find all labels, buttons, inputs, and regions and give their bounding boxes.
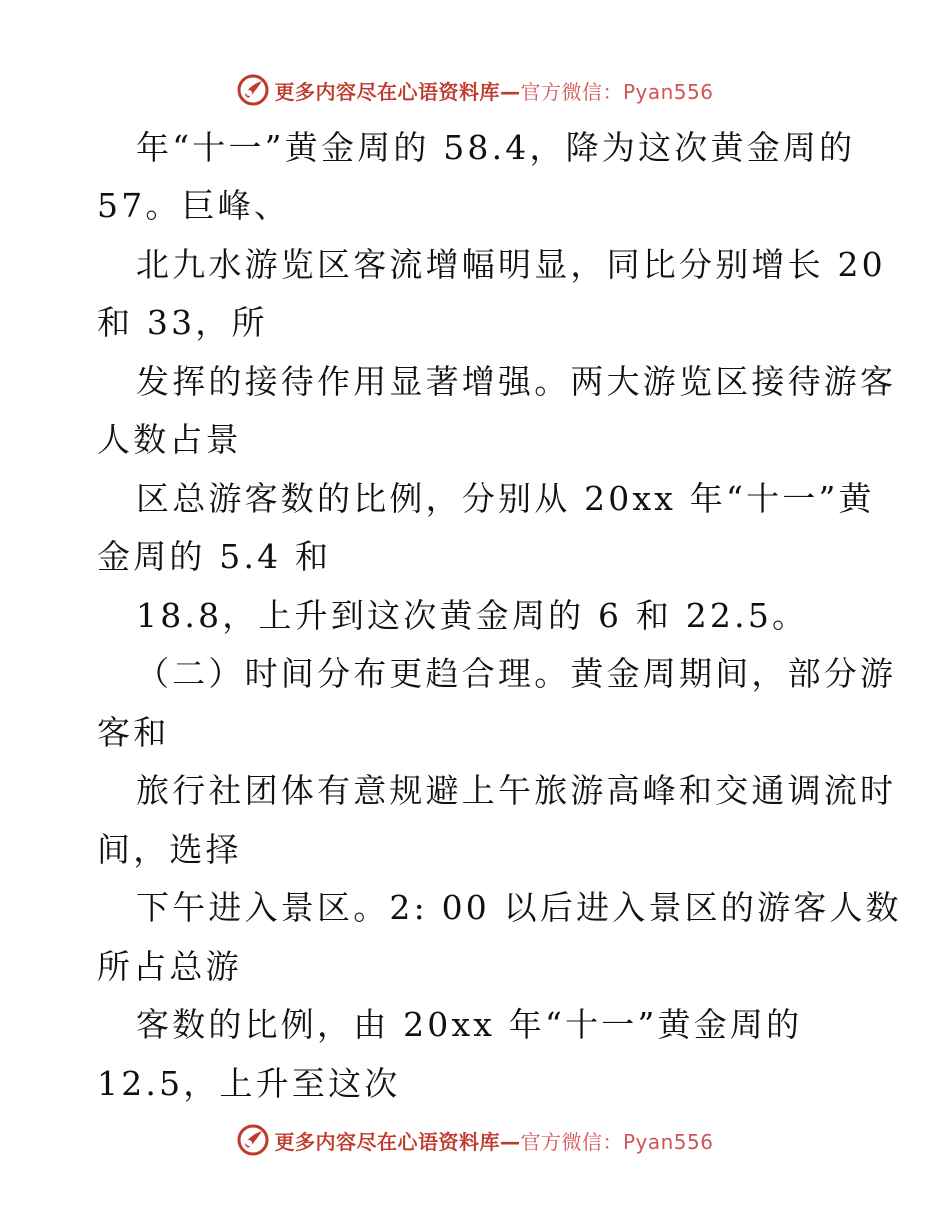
header-separator: —: [499, 79, 521, 104]
body-line: 下午进入景区。2: 00 以后进入景区的游客人数: [136, 888, 902, 927]
body-line: 人数占景: [97, 420, 242, 459]
body-line: （二）时间分布更趋合理。黄金周期间，部分游: [136, 654, 897, 693]
brand-logo-icon: [236, 1123, 270, 1157]
footer-separator: —: [499, 1129, 521, 1154]
body-line: 区总游客数的比例，分别从 20xx 年“十一”黄: [136, 479, 875, 518]
header-banner: [0, 70, 950, 110]
body-line: 客数的比例，由 20xx 年“十一”黄金周的: [136, 1005, 803, 1044]
body-line: 所占总游: [97, 947, 242, 986]
footer-banner-text: [274, 1126, 713, 1155]
body-line: 客和: [97, 713, 170, 752]
body-line: 年“十一”黄金周的 58.4，降为这次黄金周的: [136, 128, 856, 167]
body-line: 北九水游览区客流增幅明显，同比分别增长 20: [136, 245, 886, 284]
footer-brand: 更多内容尽在心语资料库: [274, 1129, 500, 1154]
body-line: 金周的 5.4 和: [97, 537, 332, 576]
footer-wechat: 官方微信：Pyan556: [520, 1129, 714, 1154]
body-line: 18.8，上升到这次黄金周的 6 和 22.5。: [136, 596, 809, 635]
header-wechat: 官方微信：Pyan556: [520, 79, 714, 104]
header-banner-text: [274, 76, 713, 105]
body-line: 57。巨峰、: [97, 186, 291, 225]
body-line: 和 33，所: [97, 303, 268, 342]
footer-banner: [0, 1120, 950, 1160]
body-line: 发挥的接待作用显著增强。两大游览区接待游客: [136, 362, 897, 401]
body-line: 旅行社团体有意规避上午旅游高峰和交通调流时: [136, 771, 897, 810]
body-line: 间，选择: [97, 830, 242, 869]
brand-logo-icon: [236, 73, 270, 107]
body-line: 12.5，上升至这次: [97, 1064, 401, 1103]
header-brand: 更多内容尽在心语资料库: [274, 79, 500, 104]
